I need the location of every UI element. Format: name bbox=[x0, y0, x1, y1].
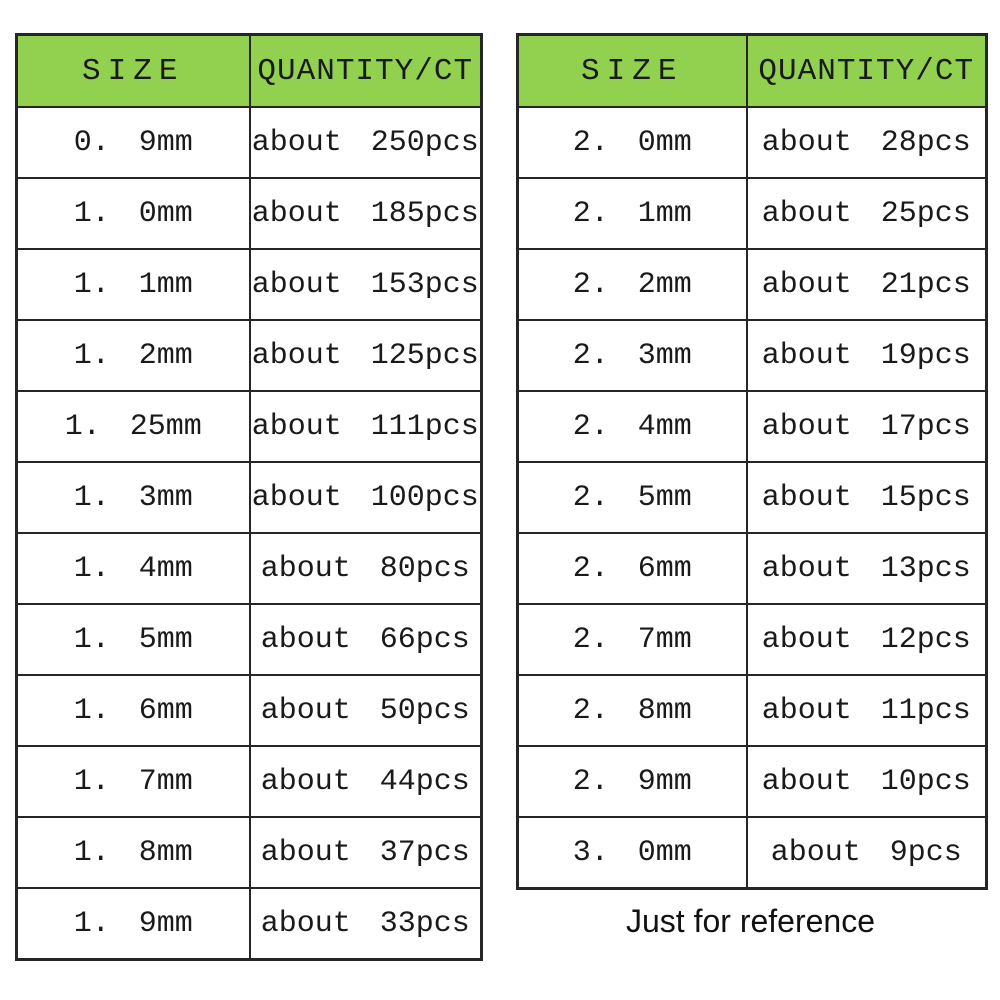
size-cell: 1. 0mm bbox=[17, 178, 250, 249]
table-row bbox=[518, 817, 987, 889]
quantity-cell: about 21pcs bbox=[747, 249, 987, 320]
table-row bbox=[17, 462, 482, 533]
table-row bbox=[518, 107, 987, 178]
size-cell: 2. 2mm bbox=[518, 249, 747, 320]
table-row bbox=[17, 249, 482, 320]
size-cell: 2. 6mm bbox=[518, 533, 747, 604]
size-cell: 1. 1mm bbox=[17, 249, 250, 320]
quantity-cell: about 15pcs bbox=[747, 462, 987, 533]
table-row bbox=[17, 675, 482, 746]
size-cell: 1. 2mm bbox=[17, 320, 250, 391]
size-quantity-table-left bbox=[15, 33, 483, 961]
table-row bbox=[518, 391, 987, 462]
quantity-cell: about 125pcs bbox=[250, 320, 482, 391]
table-row bbox=[518, 604, 987, 675]
table-row bbox=[17, 817, 482, 888]
size-cell: 1. 25mm bbox=[17, 391, 250, 462]
size-cell: 1. 4mm bbox=[17, 533, 250, 604]
size-cell: 1. 7mm bbox=[17, 746, 250, 817]
size-cell: 0. 9mm bbox=[17, 107, 250, 178]
quantity-cell: about 25pcs bbox=[747, 178, 987, 249]
size-cell: 3. 0mm bbox=[518, 817, 747, 889]
quantity-cell: about 37pcs bbox=[250, 817, 482, 888]
table-row bbox=[518, 675, 987, 746]
quantity-cell: about 80pcs bbox=[250, 533, 482, 604]
table-row bbox=[518, 320, 987, 391]
quantity-cell: about 111pcs bbox=[250, 391, 482, 462]
quantity-cell: about 28pcs bbox=[747, 107, 987, 178]
table-row bbox=[17, 178, 482, 249]
size-cell: 2. 5mm bbox=[518, 462, 747, 533]
table-row bbox=[17, 107, 482, 178]
table-row bbox=[518, 178, 987, 249]
quantity-cell: about 12pcs bbox=[747, 604, 987, 675]
quantity-cell: about 153pcs bbox=[250, 249, 482, 320]
column-header-quantity: QUANTITY/CT bbox=[250, 35, 482, 108]
quantity-cell: about 10pcs bbox=[747, 746, 987, 817]
size-cell: 2. 0mm bbox=[518, 107, 747, 178]
size-cell: 1. 3mm bbox=[17, 462, 250, 533]
table-row bbox=[17, 888, 482, 960]
table-row bbox=[518, 746, 987, 817]
quantity-cell: about 9pcs bbox=[747, 817, 987, 889]
quantity-cell: about 100pcs bbox=[250, 462, 482, 533]
quantity-cell: about 17pcs bbox=[747, 391, 987, 462]
header-row bbox=[17, 35, 482, 108]
column-header-size: SIZE bbox=[17, 35, 250, 108]
table-row bbox=[17, 746, 482, 817]
size-cell: 2. 3mm bbox=[518, 320, 747, 391]
quantity-cell: about 13pcs bbox=[747, 533, 987, 604]
table-row bbox=[518, 462, 987, 533]
size-cell: 2. 8mm bbox=[518, 675, 747, 746]
table-row bbox=[17, 320, 482, 391]
size-quantity-table-right bbox=[516, 33, 988, 890]
quantity-cell: about 66pcs bbox=[250, 604, 482, 675]
size-cell: 2. 4mm bbox=[518, 391, 747, 462]
table-row bbox=[17, 604, 482, 675]
size-cell: 1. 5mm bbox=[17, 604, 250, 675]
table-row bbox=[17, 533, 482, 604]
size-cell: 1. 6mm bbox=[17, 675, 250, 746]
quantity-cell: about 33pcs bbox=[250, 888, 482, 960]
column-header-quantity: QUANTITY/CT bbox=[747, 35, 987, 108]
quantity-cell: about 19pcs bbox=[747, 320, 987, 391]
quantity-cell: about 11pcs bbox=[747, 675, 987, 746]
size-cell: 1. 9mm bbox=[17, 888, 250, 960]
table-row bbox=[17, 391, 482, 462]
quantity-cell: about 44pcs bbox=[250, 746, 482, 817]
header-row bbox=[518, 35, 987, 108]
table-row bbox=[518, 533, 987, 604]
size-cell: 2. 1mm bbox=[518, 178, 747, 249]
column-header-size: SIZE bbox=[518, 35, 747, 108]
quantity-cell: about 50pcs bbox=[250, 675, 482, 746]
size-cell: 2. 9mm bbox=[518, 746, 747, 817]
reference-note: Just for reference bbox=[626, 903, 875, 939]
quantity-cell: about 250pcs bbox=[250, 107, 482, 178]
quantity-cell: about 185pcs bbox=[250, 178, 482, 249]
size-cell: 1. 8mm bbox=[17, 817, 250, 888]
table-row bbox=[518, 249, 987, 320]
size-cell: 2. 7mm bbox=[518, 604, 747, 675]
